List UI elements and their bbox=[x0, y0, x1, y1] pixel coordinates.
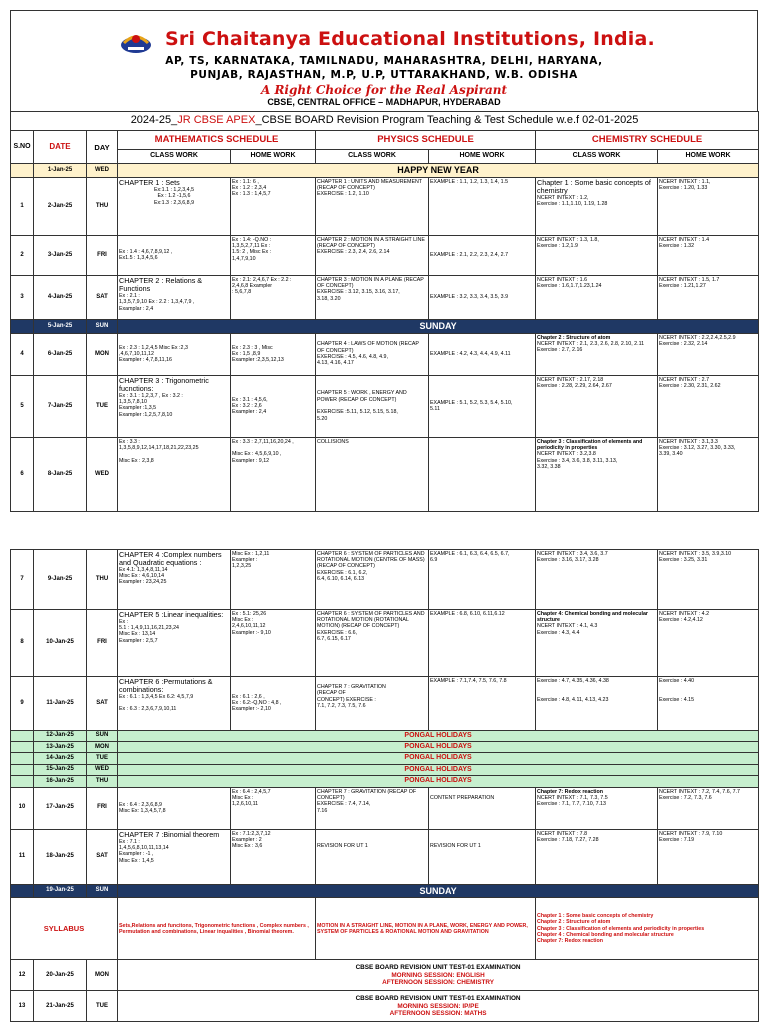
day-cell: WED bbox=[87, 437, 118, 511]
sno-cell: 12 bbox=[11, 960, 34, 991]
date-cell: 10-Jan-25 bbox=[34, 609, 87, 676]
day-cell: TUE bbox=[87, 991, 118, 1022]
chapter-title: CHAPTER 3 : Trigonometric fucnctions: bbox=[119, 375, 209, 393]
holiday-row bbox=[11, 764, 759, 775]
sno-cell: 6 bbox=[11, 437, 34, 511]
day-cell: TUE bbox=[87, 375, 118, 437]
table-row bbox=[11, 829, 759, 884]
chem-homework: NCERT INTEXT : 2.7 Exercise : 2.30, 2.31, 2.62 bbox=[658, 375, 759, 437]
chem-classwork-text: NCERT INTEXT : 4.1, 4.3 Exercise : 4.3, 4.4 bbox=[537, 623, 598, 636]
holiday-label: PONGAL HOLIDAYS bbox=[118, 776, 759, 787]
page-break bbox=[11, 511, 759, 549]
day-cell: MON bbox=[87, 960, 118, 991]
sno-cell: 7 bbox=[11, 549, 34, 609]
letterhead bbox=[10, 10, 758, 111]
syllabus-label: SYLLABUS bbox=[11, 898, 118, 960]
chem-homework: NCERT INTEXT : 7.9, 7.10 Exercise : 7.19 bbox=[658, 829, 759, 884]
sno-cell: 10 bbox=[11, 787, 34, 829]
table-row bbox=[11, 333, 759, 375]
date-cell: 15-Jan-25 bbox=[34, 764, 87, 775]
table-row bbox=[11, 177, 759, 235]
chem-classwork bbox=[536, 787, 658, 829]
col-date: DATE bbox=[34, 131, 87, 164]
math-classwork: Ex : 1.4 : 4,6,7,8,9,12 , Ex1.5 : 1,3,4,5,6 bbox=[118, 235, 231, 275]
date-cell: 1-Jan-25 bbox=[34, 164, 87, 178]
chemistry-syllabus: Chapter 1 : Some basic concepts of chemistry Chapter 2 : Structure of atom Chapter 3 : Classification of elements and periodicity in properties Chapter 4 : Chemical bonding and molecular structure Chapter 7: Redox reaction bbox=[536, 898, 759, 960]
sno-cell bbox=[11, 741, 34, 752]
chem-homework: NCERT INTEXT : 7.2, 7.4, 7.6, 7.7 Exercise : 7.2, 7.3, 7.6 bbox=[658, 787, 759, 829]
chem-classwork: NCERT INTEXT : 3.4, 3.6, 3.7 Exercise : 3.16, 3.17, 3.28 bbox=[536, 549, 658, 609]
math-homework-header: HOME WORK bbox=[231, 150, 316, 164]
chem-homework: Exercise : 4.40 Exercise : 4.15 bbox=[658, 676, 759, 730]
sno-cell: 11 bbox=[11, 829, 34, 884]
date-cell: 12-Jan-25 bbox=[34, 730, 87, 741]
chem-classwork: NCERT INTEXT : 1.6 Exercise : 1.6,1.7,1.23,1.24 bbox=[536, 275, 658, 319]
chem-classwork: NCERT INTEXT : 1.3, 1.8, Exercise : 1.2,1.9 bbox=[536, 235, 658, 275]
chem-classwork-text: NCERT INTEXT : 1.2, Exercise : 1.1,1.10, 1.19, 1.28 bbox=[537, 194, 608, 208]
chem-classwork bbox=[536, 333, 658, 375]
sunday-band: SUNDAY bbox=[118, 884, 759, 898]
holiday-label: PONGAL HOLIDAYS bbox=[118, 730, 759, 741]
day-cell: FRI bbox=[87, 235, 118, 275]
phys-homework: CONTENT PREPARATION bbox=[429, 787, 536, 829]
math-classwork-text: Ex : 2.1 : 1,3,5,7,9,10 Ex : 2.2 : 1,3,4,7,9 , Examplar : 2,4 bbox=[119, 292, 195, 312]
phys-homework: REVISION FOR UT 1 bbox=[429, 829, 536, 884]
exam-row bbox=[11, 960, 759, 991]
work-header-row bbox=[11, 150, 759, 164]
math-classwork-text: Ex : 7.1 : 1,4,5,6,8,10,11,13,14 Exampler : -1 , Misc Ex : 1,4,5 bbox=[119, 838, 169, 864]
chem-classwork bbox=[536, 177, 658, 235]
chem-homework-header: HOME WORK bbox=[658, 150, 759, 164]
date-cell: 19-Jan-25 bbox=[34, 884, 87, 898]
morning-session: MORNING SESSION: ENGLISH bbox=[391, 971, 485, 979]
math-homework: Ex : 5.1: 25,26 Misc Ex : 2,4,6,10,11,12 Exampler :- 9,10 bbox=[231, 609, 316, 676]
afternoon-session: AFTERNOON SESSION: MATHS bbox=[389, 1010, 487, 1018]
chem-classwork-text: NCERT INTEXT : 2.1, 2.3, 2.6, 2.8, 2.10, 2.11 Exercise : 2.7, 2.16 bbox=[537, 340, 645, 354]
chem-homework: NCERT INTEXT : 3.1,3.3 Exercise : 3.12, 3.27, 3.30, 3.33, 3.39, 3.40 bbox=[658, 437, 759, 511]
math-homework: Ex : 1.1: 6 , Ex : 1.2 : 2,3,4 Ex : 1.3 : 1,4,5,7 bbox=[231, 177, 316, 235]
table-row bbox=[11, 787, 759, 829]
date-cell: 13-Jan-25 bbox=[34, 741, 87, 752]
math-classwork bbox=[118, 275, 231, 319]
tagline: A Right Choice for the Real Aspirant bbox=[260, 83, 508, 97]
sno-cell bbox=[11, 319, 34, 333]
chem-classwork: Exercise : 4.7, 4.35, 4.36, 4.38 Exercise : 4.8, 4.11, 4.13, 4.23 bbox=[536, 676, 658, 730]
title-year: 2024-25_ bbox=[130, 114, 178, 127]
day-cell: FRI bbox=[87, 787, 118, 829]
chem-homework: NCERT INTEXT : 2.2,2.4,2.5,2.9 Exercise : 2.32, 2.14 bbox=[658, 333, 759, 375]
math-classwork bbox=[118, 375, 231, 437]
math-classwork bbox=[118, 676, 231, 730]
chapter-title: CHAPTER 5 :Linear inequalities: bbox=[119, 609, 224, 619]
title-row bbox=[11, 112, 759, 131]
title-rest: _CBSE BOARD Revision Program Teaching & Test Schedule w.e.f 02-01-2025 bbox=[255, 114, 639, 127]
sno-cell: 4 bbox=[11, 333, 34, 375]
date-cell: 14-Jan-25 bbox=[34, 753, 87, 764]
sno-cell: 13 bbox=[11, 991, 34, 1022]
physics-syllabus: MOTION IN A STRAIGHT LINE, MOTION IN A PLANE, WORK, ENERGY AND POWER, SYSTEM OF PARTICLES & ROATIONAL MOTION AND GRAVITATION bbox=[316, 898, 536, 960]
math-homework: Ex : 3.1 : 4,5,6, Ex : 3.2 : 2,6 Exampler : 2,4 bbox=[231, 375, 316, 437]
date-cell: 11-Jan-25 bbox=[34, 676, 87, 730]
date-cell: 21-Jan-25 bbox=[34, 991, 87, 1022]
phys-classwork-header: CLASS WORK bbox=[316, 150, 429, 164]
math-schedule-header: MATHEMATICS SCHEDULE bbox=[118, 131, 316, 150]
chapter-title: CHAPTER 4 :Complex numbers and Quadratic equations : bbox=[119, 549, 222, 567]
math-classwork: Ex : 6.4 : 2,3,6,8,9 Misc Ex: 1,3,4,5,7,8 bbox=[118, 787, 231, 829]
chem-classwork-header: CLASS WORK bbox=[536, 150, 658, 164]
table-row bbox=[11, 319, 759, 333]
math-homework: Ex : 2.1: 2,4,6,7 Ex : 2.2 : 2,4,6,8 Exampler : 5,6,7,8 bbox=[231, 275, 316, 319]
day-cell: THU bbox=[87, 549, 118, 609]
chem-classwork-text: NCERT INTEXT : 3.2,3.8 Exercise : 3.4, 3.6, 3.8, 3.11, 3.13, 3.32, 3.38 bbox=[537, 451, 618, 470]
sno-cell bbox=[11, 730, 34, 741]
phys-classwork: CHAPTER 2 : MOTION IN A STRAIGHT LINE (RECAP OF CONCEPT) EXERCISE : 2.3, 2.4, 2.6, 2.14 bbox=[316, 235, 429, 275]
math-homework: Ex : 6.1 : 2,6 , Ex : 6.2:-Q,NO : 4,8 , Exampler :- 2,10 bbox=[231, 676, 316, 730]
exam-row bbox=[11, 991, 759, 1022]
exam-title: CBSE BOARD REVISION UNIT TEST-01 EXAMINATION bbox=[355, 963, 521, 971]
math-syllabus: Sets,Relations and funcitons, Trigonometric functions , Complex numbers , Permutation and combinations, Linear inqualities , Binomial theorem. bbox=[118, 898, 316, 960]
sno-cell: 8 bbox=[11, 609, 34, 676]
physics-schedule-header: PHYSICS SCHEDULE bbox=[316, 131, 536, 150]
phys-homework: EXAMPLE : 5.1, 5.2, 5.3, 5.4, 5.10, 5.11 bbox=[429, 375, 536, 437]
sno-cell bbox=[11, 753, 34, 764]
date-cell: 4-Jan-25 bbox=[34, 275, 87, 319]
phys-classwork: CHAPTER 7 : GRAVITATION (RECAP OF CONCEPT) EXERCISE : 7.4, 7.14, 7.16 bbox=[316, 787, 429, 829]
sunday-band: SUNDAY bbox=[118, 319, 759, 333]
chemistry-schedule-header: CHEMISTRY SCHEDULE bbox=[536, 131, 759, 150]
holiday-row bbox=[11, 776, 759, 787]
table-row bbox=[11, 275, 759, 319]
morning-session: MORNING SESSION: IP/PE bbox=[397, 1002, 479, 1010]
holiday-label: PONGAL HOLIDAYS bbox=[118, 741, 759, 752]
phys-homework-header: HOME WORK bbox=[429, 150, 536, 164]
afternoon-session: AFTERNOON SESSION: CHEMISTRY bbox=[382, 979, 495, 987]
states-line-2: PUNJAB, RAJASTHAN, M.P, U.P, UTTARAKHAND, W.B. ODISHA bbox=[190, 69, 578, 81]
math-classwork: Ex : 3.3 : 1,3,5,8,9,12,14,17,18,21,22,23,25 Misc Ex : 2,3,8 bbox=[118, 437, 231, 511]
central-office: CBSE, CENTRAL OFFICE – MADHAPUR, HYDERABAD bbox=[267, 97, 501, 107]
day-cell: TUE bbox=[87, 753, 118, 764]
date-cell: 9-Jan-25 bbox=[34, 549, 87, 609]
math-classwork bbox=[118, 177, 231, 235]
states-line-1: AP, TS, KARNATAKA, TAMILNADU, MAHARASHTRA, DELHI, HARYANA, bbox=[165, 55, 603, 67]
chapter-title: CHAPTER 7 :Binomial theorem bbox=[119, 829, 220, 839]
day-cell: WED bbox=[87, 764, 118, 775]
date-cell: 3-Jan-25 bbox=[34, 235, 87, 275]
math-classwork-text: Ex:1.1 : 1,2,3,4,5 Ex : 1.2 -1,5,6 Ex:1.3 : 2,3,6,8,9 bbox=[153, 186, 195, 206]
institution-logo-icon bbox=[119, 29, 153, 55]
chapter-title: Chapter 3 : Classification of elements and periodicity in properties bbox=[537, 438, 643, 451]
math-homework: Ex : 2.3 : 3 , Misc Ex : 1,5 ,8,9 Exampler :2,3,5,12,13 bbox=[231, 333, 316, 375]
phys-homework: EXAMPLE : 6.1, 6.3, 6.4, 6.5, 6.7, 6.9 bbox=[429, 549, 536, 609]
phys-classwork: CHAPTER 6 : SYSTEM OF PARTICLES AND ROTATIONAL MOTION (ROTATIONAL MOTION) (RECAP OF CONCEPT) EXERCISE : 6.6, 6.7, 6.15, 6.17 bbox=[316, 609, 429, 676]
chapter-title: CHAPTER 1 : Sets bbox=[119, 177, 180, 187]
date-cell: 20-Jan-25 bbox=[34, 960, 87, 991]
phys-classwork: CHAPTER 1 : UNITS AND MEASUREMENT (RECAP OF CONCEPT) EXERCISE : 1.2, 1.10 bbox=[316, 177, 429, 235]
chapter-title: CHAPTER 2 : Relations & Functions bbox=[119, 275, 203, 293]
subject-header-row bbox=[11, 131, 759, 150]
chapter-title: Chapter 1 : Some basic concepts of chemistry bbox=[537, 177, 651, 195]
table-row bbox=[11, 884, 759, 898]
institution-name: Sri Chaitanya Educational Institutions, India. bbox=[165, 28, 655, 50]
phys-classwork: CHAPTER 5 : WORK , ENERGY AND POWER (RECAP OF CONCEPT) EXERCISE :5.11, 5.12, 5.15, 5.18, 5.20 bbox=[316, 375, 429, 437]
phys-classwork: REVISION FOR UT 1 bbox=[316, 829, 429, 884]
day-cell: SUN bbox=[87, 319, 118, 333]
math-homework: Ex : 3.3 : 2,7,11,16,20,24 , Misc Ex : 4,5,6,9,10 , Exampler : 9,12 bbox=[231, 437, 316, 511]
sno-cell bbox=[11, 764, 34, 775]
day-cell: SAT bbox=[87, 829, 118, 884]
sno-cell: 9 bbox=[11, 676, 34, 730]
table-row bbox=[11, 164, 759, 178]
page-gap bbox=[11, 511, 759, 549]
chem-homework: NCERT INTEXT : 1.1, Exercise : 1.20, 1.33 bbox=[658, 177, 759, 235]
exam-title: CBSE BOARD REVISION UNIT TEST-01 EXAMINATION bbox=[355, 994, 521, 1002]
schedule-table bbox=[10, 111, 759, 1022]
phys-homework bbox=[429, 437, 536, 511]
exam-info bbox=[118, 991, 759, 1022]
chapter-title: Chapter 2 : Structure of atom bbox=[537, 334, 611, 341]
math-classwork bbox=[118, 829, 231, 884]
math-homework: Misc Ex : 1,2,11 Exampler : 1,2,3,25 bbox=[231, 549, 316, 609]
day-cell: THU bbox=[87, 776, 118, 787]
chapter-title: Chapter 4: Chemical bonding and molecular structure bbox=[537, 610, 648, 623]
phys-homework: EXAMPLE : 1.1, 1.2, 1.3, 1.4, 1.5 bbox=[429, 177, 536, 235]
holiday-row bbox=[11, 730, 759, 741]
phys-homework: EXAMPLE : 6.8, 6.10, 6.11,6.12 bbox=[429, 609, 536, 676]
table-row bbox=[11, 676, 759, 730]
chapter-title: CHAPTER 6 :Permutations & combinations: bbox=[119, 676, 213, 694]
sno-cell: 3 bbox=[11, 275, 34, 319]
math-classwork: Ex : 2.3 : 1,2,4,5 Misc Ex :2,3 ,4,6,7,10,11,12 Exampler : 4,7,8,11,16 bbox=[118, 333, 231, 375]
table-row bbox=[11, 375, 759, 437]
phys-classwork: CHAPTER 7 : GRAVITATION (RECAP OF CONCEPT) EXERCISE : 7.1, 7.2, 7.3, 7.5, 7.6 bbox=[316, 676, 429, 730]
day-cell: SAT bbox=[87, 676, 118, 730]
holiday-label: PONGAL HOLIDAYS bbox=[118, 764, 759, 775]
table-row bbox=[11, 549, 759, 609]
table-row bbox=[11, 609, 759, 676]
date-cell: 17-Jan-25 bbox=[34, 787, 87, 829]
phys-classwork: CHAPTER 4 : LAWS OF MOTION (RECAP OF CONCEPT) EXERCISE : 4.5, 4.6, 4.8, 4.9, 4.13, 4.16, 4.17 bbox=[316, 333, 429, 375]
sno-cell bbox=[11, 884, 34, 898]
phys-homework: EXAMPLE : 2.1, 2.2, 2.3, 2.4, 2.7 bbox=[429, 235, 536, 275]
chem-classwork: NCERT INTEXT : 2.17, 2.18 Exercise : 2.28, 2.29, 2.64, 2.67 bbox=[536, 375, 658, 437]
math-homework: Ex : 7.1:2,3,7,12 Exampler : 2 Misc Ex : 3,6 bbox=[231, 829, 316, 884]
math-homework: Ex : 6.4 : 2,4,5,7 Misc Ex : 1,2,6,10,11 bbox=[231, 787, 316, 829]
chem-homework: NCERT INTEXT : 1.4 Exercise : 1.32 bbox=[658, 235, 759, 275]
chem-classwork: NCERT INTEXT : 7.8 Exercise : 7.18, 7.27, 7.28 bbox=[536, 829, 658, 884]
math-classwork-text: Ex : 5.1 : 1,4,9,11,16,21,23,24 Misc Ex : 13,14 Exampler : 2,5,7 bbox=[119, 618, 179, 644]
sno-cell bbox=[11, 164, 34, 178]
phys-classwork: CHAPTER 3 : MOTION IN A PLANE (RECAP OF CONCEPT) EXERCISE : 3.12, 3.15, 3.16, 3.17, 3.18, 3.20 bbox=[316, 275, 429, 319]
math-classwork-text: Ex 4.1: 1,3,4,8,11,14 Misc Ex : 4,6,10,14 Exampler : 23,24,25 bbox=[119, 566, 168, 586]
exam-info bbox=[118, 960, 759, 991]
day-cell: SUN bbox=[87, 730, 118, 741]
sno-cell: 2 bbox=[11, 235, 34, 275]
title-program: JR CBSE APEX bbox=[177, 114, 256, 127]
phys-homework: EXAMPLE : 7.1,7.4, 7.5, 7.6, 7.8 bbox=[429, 676, 536, 730]
schedule-title bbox=[11, 112, 759, 131]
chapter-title: Chapter 7: Redox reaction bbox=[537, 788, 603, 795]
day-cell: SAT bbox=[87, 275, 118, 319]
date-cell: 5-Jan-25 bbox=[34, 319, 87, 333]
sno-cell: 1 bbox=[11, 177, 34, 235]
day-cell: THU bbox=[87, 177, 118, 235]
math-classwork bbox=[118, 609, 231, 676]
chem-homework: NCERT INTEXT : 1.5, 1.7 Exercise : 1.21,1.27 bbox=[658, 275, 759, 319]
math-classwork bbox=[118, 549, 231, 609]
col-day: DAY bbox=[87, 131, 118, 164]
chem-classwork-text: NCERT INTEXT : 7.1, 7.3, 7.5 Exercise : 7.1, 7.7, 7.10, 7.13 bbox=[537, 794, 608, 808]
holiday-label: PONGAL HOLIDAYS bbox=[118, 753, 759, 764]
schedule-sheet bbox=[10, 10, 758, 1022]
phys-classwork: CHAPTER 6 : SYSTEM OF PARTICLES AND ROTATIONAL MOTION (CENTRE OF MASS) (RECAP OF CONCEPT) EXERCISE : 6.1, 6.2, 6.4, 6.10, 6.14, 6.13 bbox=[316, 549, 429, 609]
day-cell: MON bbox=[87, 333, 118, 375]
new-year-band: HAPPY NEW YEAR bbox=[118, 164, 759, 178]
date-cell: 6-Jan-25 bbox=[34, 333, 87, 375]
sno-cell bbox=[11, 776, 34, 787]
day-cell: SUN bbox=[87, 884, 118, 898]
phys-homework: EXAMPLE : 3.2, 3.3, 3.4, 3.5, 3.9 bbox=[429, 275, 536, 319]
phys-homework: EXAMPLE : 4.2, 4.3, 4.4, 4.9, 4.11 bbox=[429, 333, 536, 375]
date-cell: 8-Jan-25 bbox=[34, 437, 87, 511]
date-cell: 2-Jan-25 bbox=[34, 177, 87, 235]
day-cell: WED bbox=[87, 164, 118, 178]
day-cell: FRI bbox=[87, 609, 118, 676]
chem-classwork bbox=[536, 609, 658, 676]
chem-homework: NCERT INTEXT : 3.5, 3.9,3.10 Exercise : 3.25, 3.31 bbox=[658, 549, 759, 609]
math-classwork-text: Ex : 3.1 : 1,2,3,7 , Ex : 3.2 : 1,3,5,7,8,10 Exampler :1,3,5 Exampler :1,2,5,7,8,10 bbox=[119, 392, 183, 418]
table-row bbox=[11, 235, 759, 275]
holiday-row bbox=[11, 741, 759, 752]
table-row bbox=[11, 437, 759, 511]
syllabus-row bbox=[11, 898, 759, 960]
phys-classwork: COLLISIONS bbox=[316, 437, 429, 511]
chem-homework: NCERT INTEXT : 4.2 Exercise : 4.2,4.12 bbox=[658, 609, 759, 676]
holiday-row bbox=[11, 753, 759, 764]
date-cell: 18-Jan-25 bbox=[34, 829, 87, 884]
math-homework: Ex : 1.4: -Q.NO : 1,3,5,2,7,11 Ex : 1.5: 2 , Misc Ex : 1,4,7,9,10 bbox=[231, 235, 316, 275]
col-sno: S.NO bbox=[11, 131, 34, 164]
sno-cell: 5 bbox=[11, 375, 34, 437]
chem-classwork bbox=[536, 437, 658, 511]
day-cell: MON bbox=[87, 741, 118, 752]
math-classwork-text: Ex : 6.1 : 1,3,4,5 Ex 6.2: 4,5,7,9 Ex : 6.3 : 2,3,6,7,9,10,11 bbox=[119, 693, 194, 713]
date-cell: 16-Jan-25 bbox=[34, 776, 87, 787]
math-classwork-header: CLASS WORK bbox=[118, 150, 231, 164]
date-cell: 7-Jan-25 bbox=[34, 375, 87, 437]
